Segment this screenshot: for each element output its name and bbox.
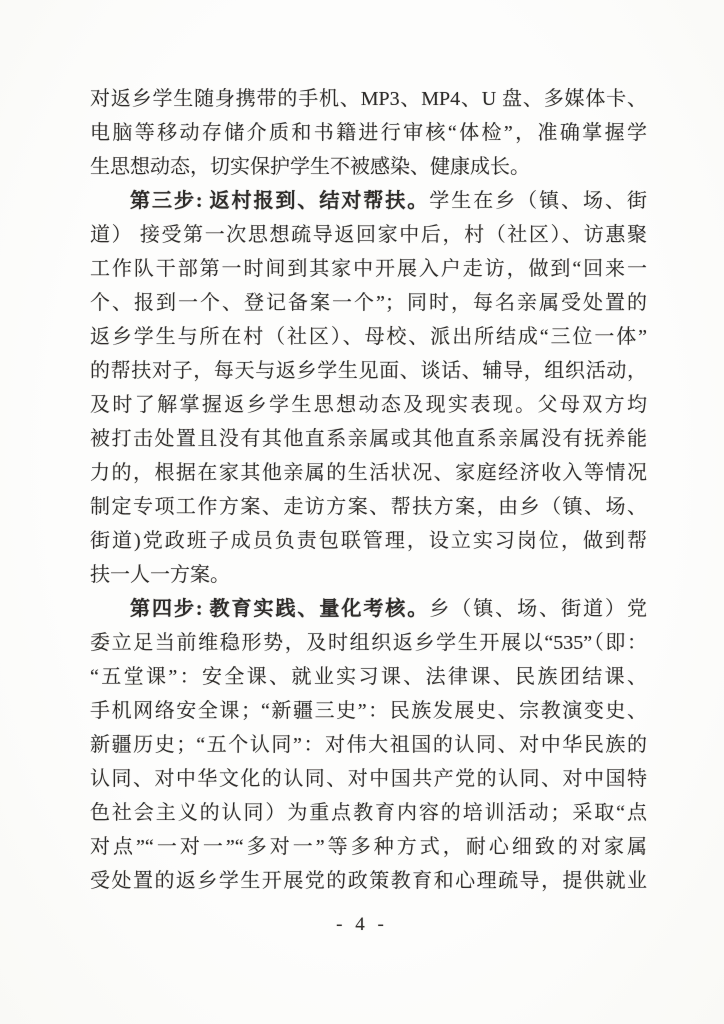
text-line: 色社会主义的认同）为重点教育内容的培训活动；采取“点 (90, 802, 647, 824)
document-body (90, 82, 647, 898)
text-line: 对点”“一对一”“多对一”等多种方式，耐心细致的对家属 (90, 836, 647, 858)
text-line: 认同、对中华文化的认同、对中国共产党的认同、对中国特 (90, 768, 647, 790)
text-line: 生思想动态，切实保护学生不被感染、健康成长。 (90, 156, 530, 178)
paragraph-start-line (90, 184, 647, 218)
text-line: 被打击处置且没有其他直系亲属或其他直系亲属没有抚养能 (90, 428, 647, 450)
step-heading-3: 第三步: 返村报到、结对帮扶。 (130, 190, 430, 212)
text-line: 新疆历史；“五个认同”：对伟大祖国的认同、对中华民族的 (90, 734, 647, 756)
text-line: 街道)党政班子成员负责包联管理，设立实习岗位，做到帮 (90, 530, 647, 552)
text-line: 委立足当前维稳形势，及时组织返乡学生开展以“535”（即： (90, 632, 647, 654)
text-line: 的帮扶对子，每天与返乡学生见面、谈话、辅导，组织活动， (90, 360, 647, 382)
text-line: 返乡学生与所在村（社区）、母校、派出所结成“三位一体” (90, 326, 647, 348)
text-line: 对返乡学生随身携带的手机、MP3、MP4、U 盘、多媒体卡、 (90, 88, 647, 110)
step-heading-4: 第四步: 教育实践、量化考核。 (130, 598, 430, 620)
text-line: “五堂课”：安全课、就业实习课、法律课、民族团结课、 (90, 666, 647, 688)
text-line: 及时了解掌握返乡学生思想动态及现实表现。父母双方均 (90, 394, 647, 416)
text-line: 电脑等移动存储介质和书籍进行审核“体检”，准确掌握学 (90, 122, 647, 144)
text-line: 力的，根据在家其他亲属的生活状况、家庭经济收入等情况 (90, 462, 647, 484)
text-line: 手机网络安全课；“新疆三史”：民族发展史、宗教演变史、 (90, 700, 647, 722)
text-line: 道） 接受第一次思想疏导返回家中后，村（社区）、访惠聚 (90, 224, 647, 246)
text-line: 扶一人一方案。 (90, 564, 230, 586)
paragraph-start-line (90, 592, 647, 626)
page-number: - 4 - (336, 914, 388, 935)
text-line: 个、报到一个、登记备案一个”；同时，每名亲属受处置的 (90, 292, 647, 314)
text-line: 工作队干部第一时间到其家中开展入户走访，做到“回来一 (90, 258, 647, 280)
text-line: 乡（镇、场、街道）党 (429, 598, 648, 620)
text-line: 受处置的返乡学生开展党的政策教育和心理疏导，提供就业 (90, 870, 647, 892)
text-line: 制定专项工作方案、走访方案、帮扶方案，由乡（镇、场、 (90, 496, 647, 518)
text-line: 学生在乡（镇、场、街 (429, 190, 648, 212)
